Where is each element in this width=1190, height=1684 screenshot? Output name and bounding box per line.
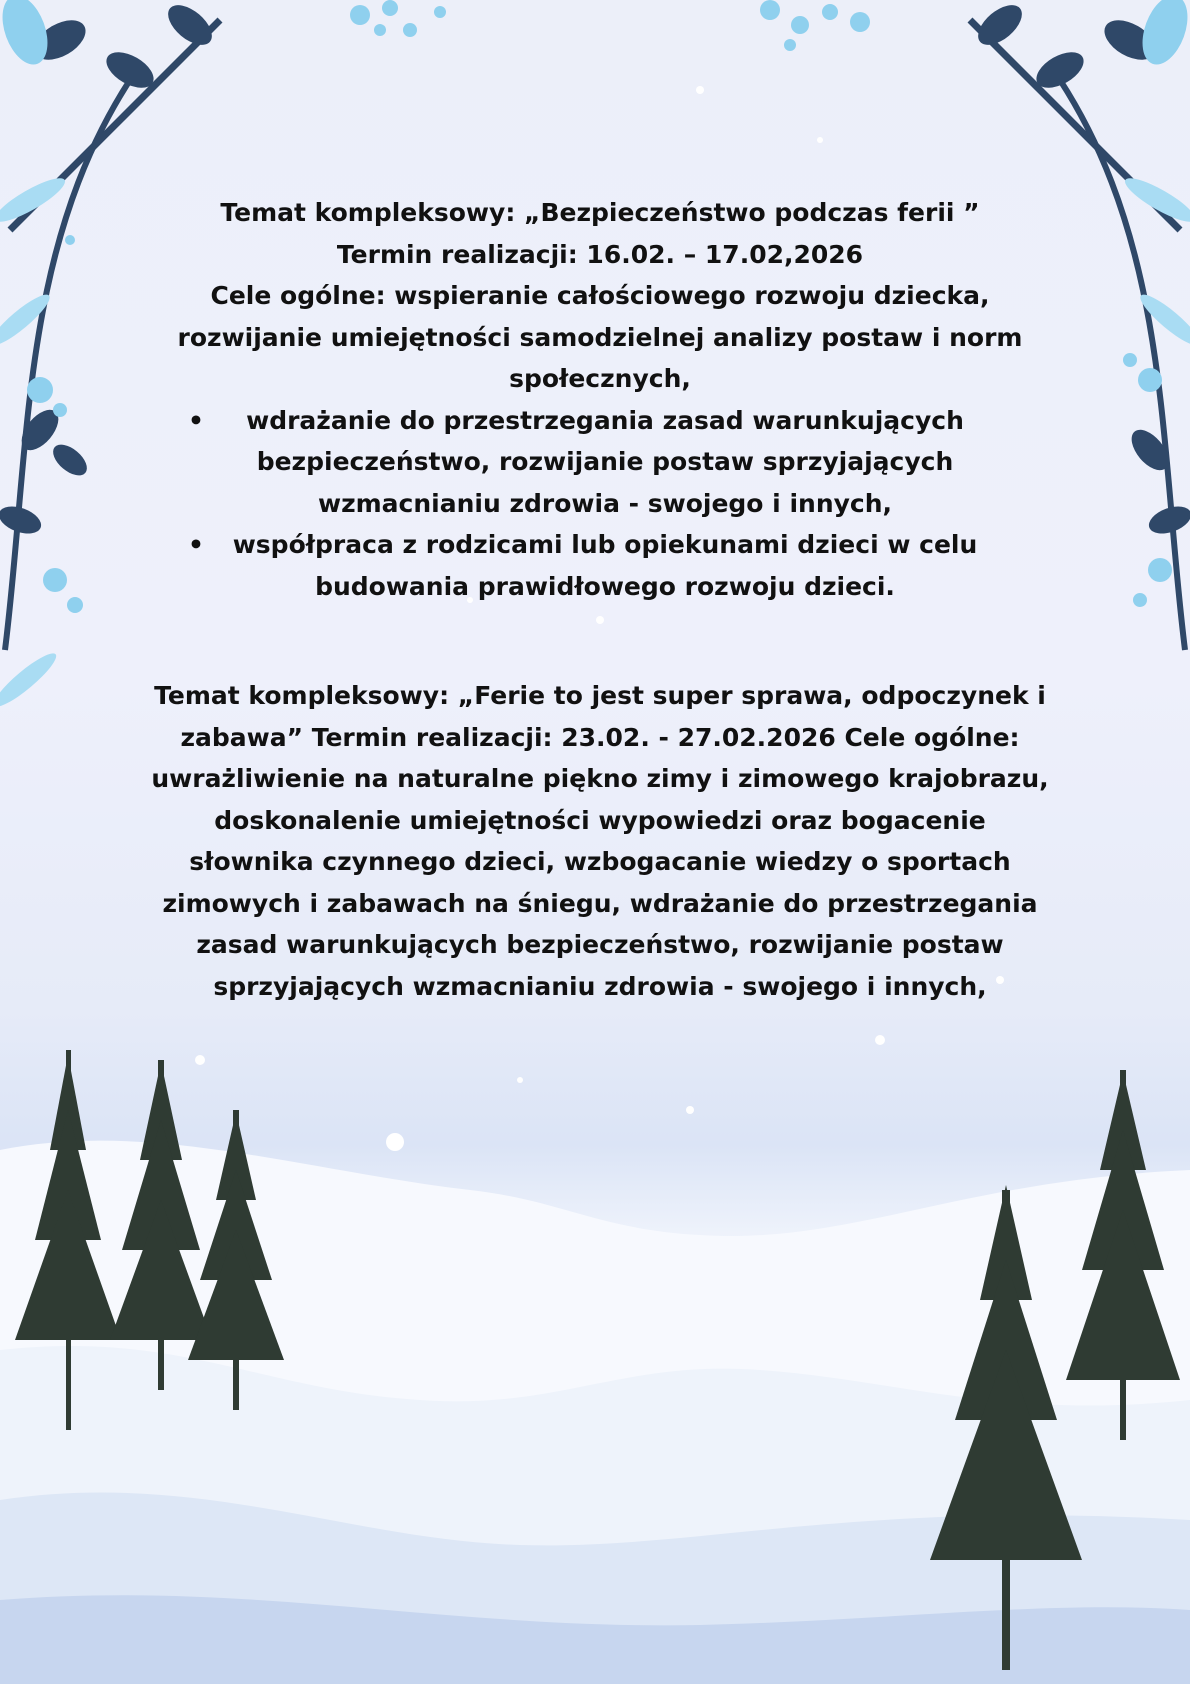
section2-text: Temat kompleksowy: „Ferie to jest super sprawa, odpoczynek i zabawa” Termin realizacji: 23.02. - 27.02.2026 Cele ogólne: uwrażliwienie na naturalne piękno zimy i zimowego krajobrazu, doskonalenie umiejętności wypowiedzi oraz bogacenie słownika czynnego dzieci, wzbogacanie wiedzy o sportach zimowych i zabawach na śniegu, wdrażanie do przestrzegania zasad warunkujących bezpieczeństwo, rozwijanie postaw sprzyjających wzmacnianiu zdrowia - swojego i innych, xyxy=(151,681,1049,1001)
section-spacer xyxy=(150,607,1050,675)
bullet-icon: • xyxy=(188,530,204,559)
top-bubbles xyxy=(350,0,870,51)
list-item xyxy=(150,400,1050,525)
list-item xyxy=(150,524,1050,607)
list-item-text: współpraca z rodzicami lub opiekunami dzieci w celu budowania prawidłowego rozwoju dzieci. xyxy=(232,530,978,601)
section1-goal-list xyxy=(150,400,1050,608)
document-body xyxy=(150,192,1050,1007)
list-item-text: wdrażanie do przestrzegania zasad warunkujących bezpieczeństwo, rozwijanie postaw sprzyjających wzmacnianiu zdrowia - swojego i innych, xyxy=(246,405,964,518)
bullet-icon: • xyxy=(188,405,204,435)
section1-goals: Cele ogólne: wspieranie całościowego rozwoju dziecka, rozwijanie umiejętności samodzielnej analizy postaw i norm społecznych, xyxy=(177,281,1023,393)
section1-term: Termin realizacji: 16.02. – 17.02,2026 xyxy=(336,239,864,269)
section1-title: Temat kompleksowy: „Bezpieczeństwo podczas ferii ” xyxy=(220,198,980,227)
